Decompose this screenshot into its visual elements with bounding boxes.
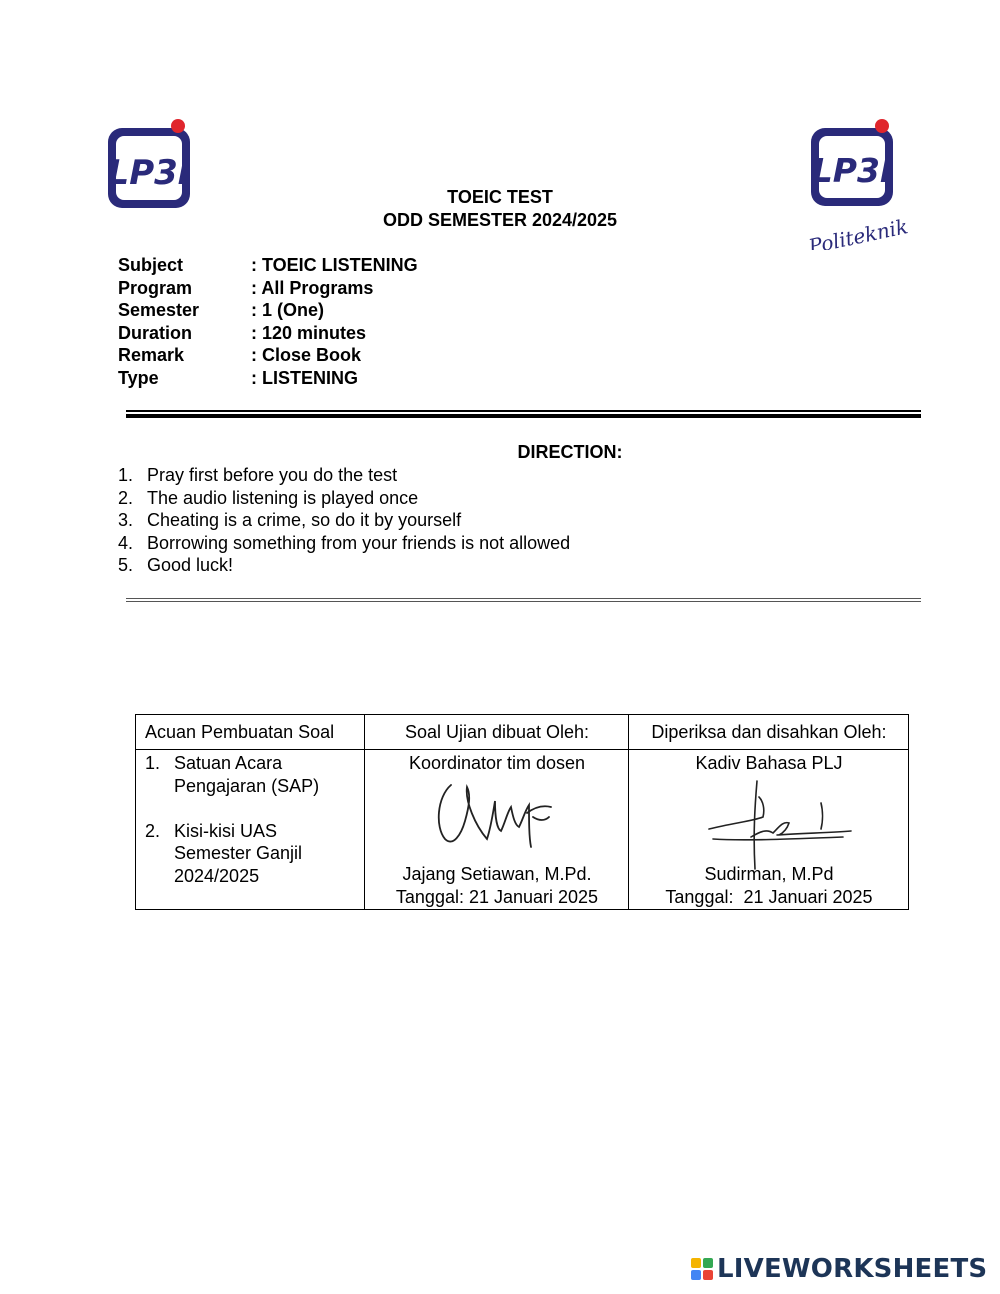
direction-list xyxy=(118,464,570,577)
list-number: 5. xyxy=(118,555,134,576)
info-value: : Close Book xyxy=(251,345,362,366)
list-item xyxy=(118,464,570,487)
approver-role: Kadiv Bahasa PLJ xyxy=(695,753,843,773)
info-value: : All Programs xyxy=(251,277,374,298)
info-label: Program xyxy=(118,277,193,298)
info-row-semester xyxy=(118,299,418,322)
doc-subtitle: ODD SEMESTER 2024/2025 xyxy=(382,210,618,230)
info-row-subject xyxy=(118,254,418,277)
approver-date: Tanggal: 21 Januari 2025 xyxy=(665,887,873,907)
author-name: Jajang Setiawan, M.Pd. xyxy=(402,864,592,884)
info-value: : 1 (One) xyxy=(251,300,325,321)
table-column-reference xyxy=(136,715,364,909)
table-column-author xyxy=(364,715,629,909)
reference-text: Satuan Acara xyxy=(174,753,283,773)
svg-text:Politeknik: Politeknik xyxy=(806,214,909,250)
list-number: 3. xyxy=(118,510,134,531)
reference-text: Semester Ganjil xyxy=(174,843,303,864)
reference-text: 2024/2025 xyxy=(174,865,260,886)
info-label: Subject xyxy=(118,255,184,275)
direction-heading: DIRECTION: xyxy=(517,442,623,462)
svg-text:LP3I: LP3I xyxy=(107,153,191,193)
table-header-cell: Acuan Pembuatan Soal xyxy=(145,722,335,742)
info-label: Semester xyxy=(118,300,200,321)
approver-signature xyxy=(703,777,863,873)
divider-thick xyxy=(126,410,921,418)
reference-list xyxy=(145,752,319,888)
info-row-remark xyxy=(118,344,418,367)
table-header-cell: Diperiksa dan disahkan Oleh: xyxy=(651,722,887,742)
list-number: 4. xyxy=(118,532,134,553)
list-text: Good luck! xyxy=(147,555,234,576)
reference-text: Pengajaran (SAP) xyxy=(174,775,320,796)
list-text: Pray first before you do the test xyxy=(147,465,398,485)
lp3i-logo-left xyxy=(106,118,194,210)
lp3i-politeknik-logo-right xyxy=(805,118,909,250)
list-number: 1. xyxy=(118,465,134,485)
info-value: : 120 minutes xyxy=(251,322,367,343)
list-text: Cheating is a crime, so do it by yourself xyxy=(147,510,462,531)
approver-name: Sudirman, M.Pd xyxy=(704,864,834,884)
svg-text:LP3I: LP3I xyxy=(811,151,893,190)
author-role: Koordinator tim dosen xyxy=(408,753,586,773)
list-number: 2. xyxy=(145,820,161,841)
approval-table xyxy=(135,714,909,910)
brand-text: LIVEWORKSHEETS xyxy=(717,1254,988,1284)
list-item xyxy=(145,752,319,797)
divider-thin xyxy=(126,598,921,602)
list-item xyxy=(145,820,319,888)
liveworksheets-logo-icon xyxy=(691,1258,713,1280)
list-item xyxy=(118,487,570,510)
table-column-approver xyxy=(628,715,909,909)
info-label: Remark xyxy=(118,345,185,366)
author-date: Tanggal: 21 Januari 2025 xyxy=(395,887,599,907)
table-header-cell: Soal Ujian dibuat Oleh: xyxy=(404,722,590,742)
author-signature xyxy=(431,777,561,855)
info-row-duration xyxy=(118,322,418,345)
list-number: 1. xyxy=(145,753,161,773)
liveworksheets-brand xyxy=(691,1254,987,1284)
info-label: Type xyxy=(118,367,159,388)
info-row-type xyxy=(118,367,418,390)
list-item xyxy=(118,532,570,555)
info-value: : LISTENING xyxy=(251,367,358,388)
doc-title: TOEIC TEST xyxy=(447,187,553,207)
info-label: Duration xyxy=(118,322,192,343)
list-number: 2. xyxy=(118,487,134,508)
list-item xyxy=(118,554,570,577)
reference-text: Kisi-kisi UAS xyxy=(174,820,278,841)
info-value: : TOEIC LISTENING xyxy=(251,255,418,275)
list-item xyxy=(118,509,570,532)
list-text: The audio listening is played once xyxy=(147,487,419,508)
exam-info xyxy=(118,254,418,390)
list-text: Borrowing something from your friends is not allowed xyxy=(147,532,571,553)
info-row-program xyxy=(118,277,418,300)
